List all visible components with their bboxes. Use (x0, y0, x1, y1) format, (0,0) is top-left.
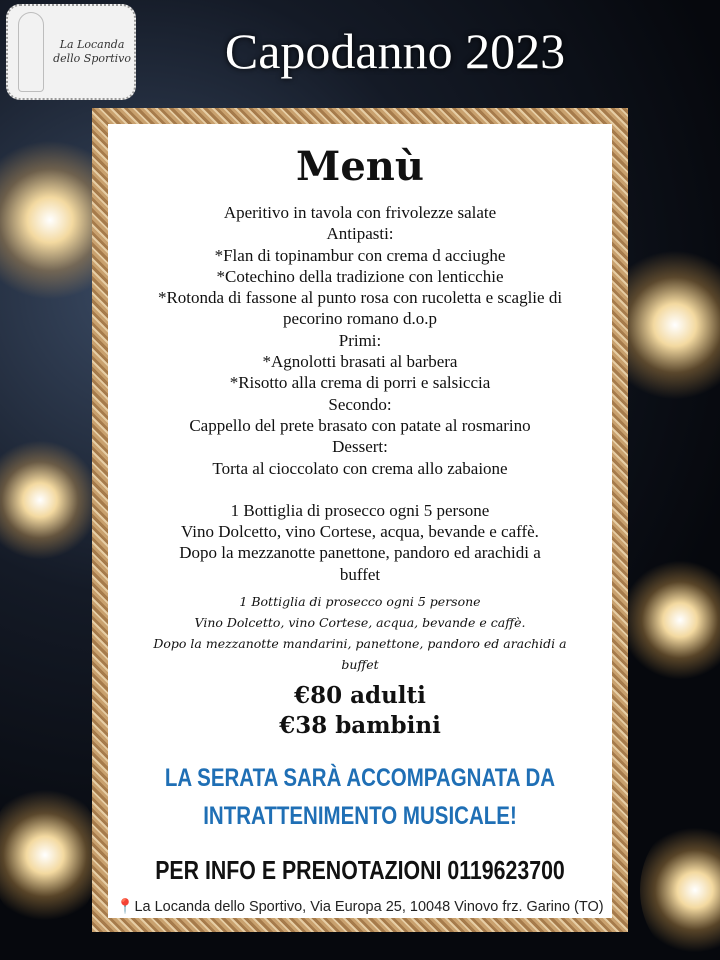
menu-line: *Cotechino della tradizione con lenticchie (216, 266, 504, 286)
restaurant-logo (6, 4, 136, 100)
drinks-line: 1 Bottiglia di prosecco ogni 5 persone (230, 500, 490, 520)
script-drinks (108, 591, 612, 675)
firework (620, 560, 720, 680)
menu-line: *Rotonda di fassone al punto rosa con rucoletta e scaglie di (157, 288, 563, 308)
glitter-frame (92, 108, 628, 932)
menu-line: *Agnolotti brasati al barbera (262, 352, 458, 372)
menu-line: Secondo: (328, 394, 392, 414)
drinks-line: Dopo la mezzanotte panettone, pandoro ed arachidi a (179, 543, 541, 563)
page-title: Capodanno 2023 (224, 23, 566, 79)
script-line: Vino Dolcetto, vino Cortese, acqua, bevande e caffè. (194, 615, 526, 631)
entertainment-line: INTRATTENIMENTO MUSICALE! (203, 802, 517, 831)
map-pin-icon: 📍 (116, 899, 135, 916)
drinks-line: buffet (339, 564, 381, 584)
price-children: €38 bambini (279, 712, 441, 740)
script-line: buffet (341, 657, 379, 673)
address (108, 898, 612, 915)
script-line: Dopo la mezzanotte mandarini, panettone, pandoro ed arachidi a (153, 636, 567, 652)
menu-line: Cappello del prete brasato con patate al rosmarino (189, 415, 531, 435)
logo-text: La Locanda dello Sportivo (53, 38, 132, 65)
price-adults: €80 adulti (294, 682, 426, 710)
drinks-line: Vino Dolcetto, vino Cortese, acqua, bevande e caffè. (181, 522, 539, 542)
script-line: 1 Bottiglia di prosecco ogni 5 persone (239, 594, 481, 610)
firework (0, 440, 100, 560)
menu-line: Primi: (338, 330, 382, 350)
chef-illustration-icon (18, 12, 44, 92)
menu-line: pecorino romano d.o.p (283, 309, 437, 329)
menu-line: Aperitivo in tavola con frivolezze salate (223, 203, 497, 222)
menu-line: *Risotto alla crema di porri e salsiccia (229, 373, 491, 393)
menu-line: Torta al cioccolato con crema allo zabaione (212, 458, 508, 478)
booking-info: PER INFO E PRENOTAZIONI 0119623700 (155, 855, 565, 886)
firework (640, 820, 720, 960)
entertainment-notice (153, 759, 566, 835)
menu-line: Dessert: (332, 437, 388, 457)
entertainment-line: LA SERATA SARÀ ACCOMPAGNATA DA (164, 764, 556, 793)
menu-line: *Flan di topinambur con crema d acciughe (214, 245, 506, 265)
firework (0, 780, 100, 930)
menu-heading: Menù (296, 143, 424, 190)
menu-card (108, 124, 612, 918)
prices (108, 681, 612, 741)
menu-courses (108, 202, 612, 585)
menu-line: Antipasti: (326, 224, 394, 244)
address-text: La Locanda dello Sportivo, Via Europa 25, 10048 Vinovo frz. Garino (TO) (134, 899, 604, 916)
